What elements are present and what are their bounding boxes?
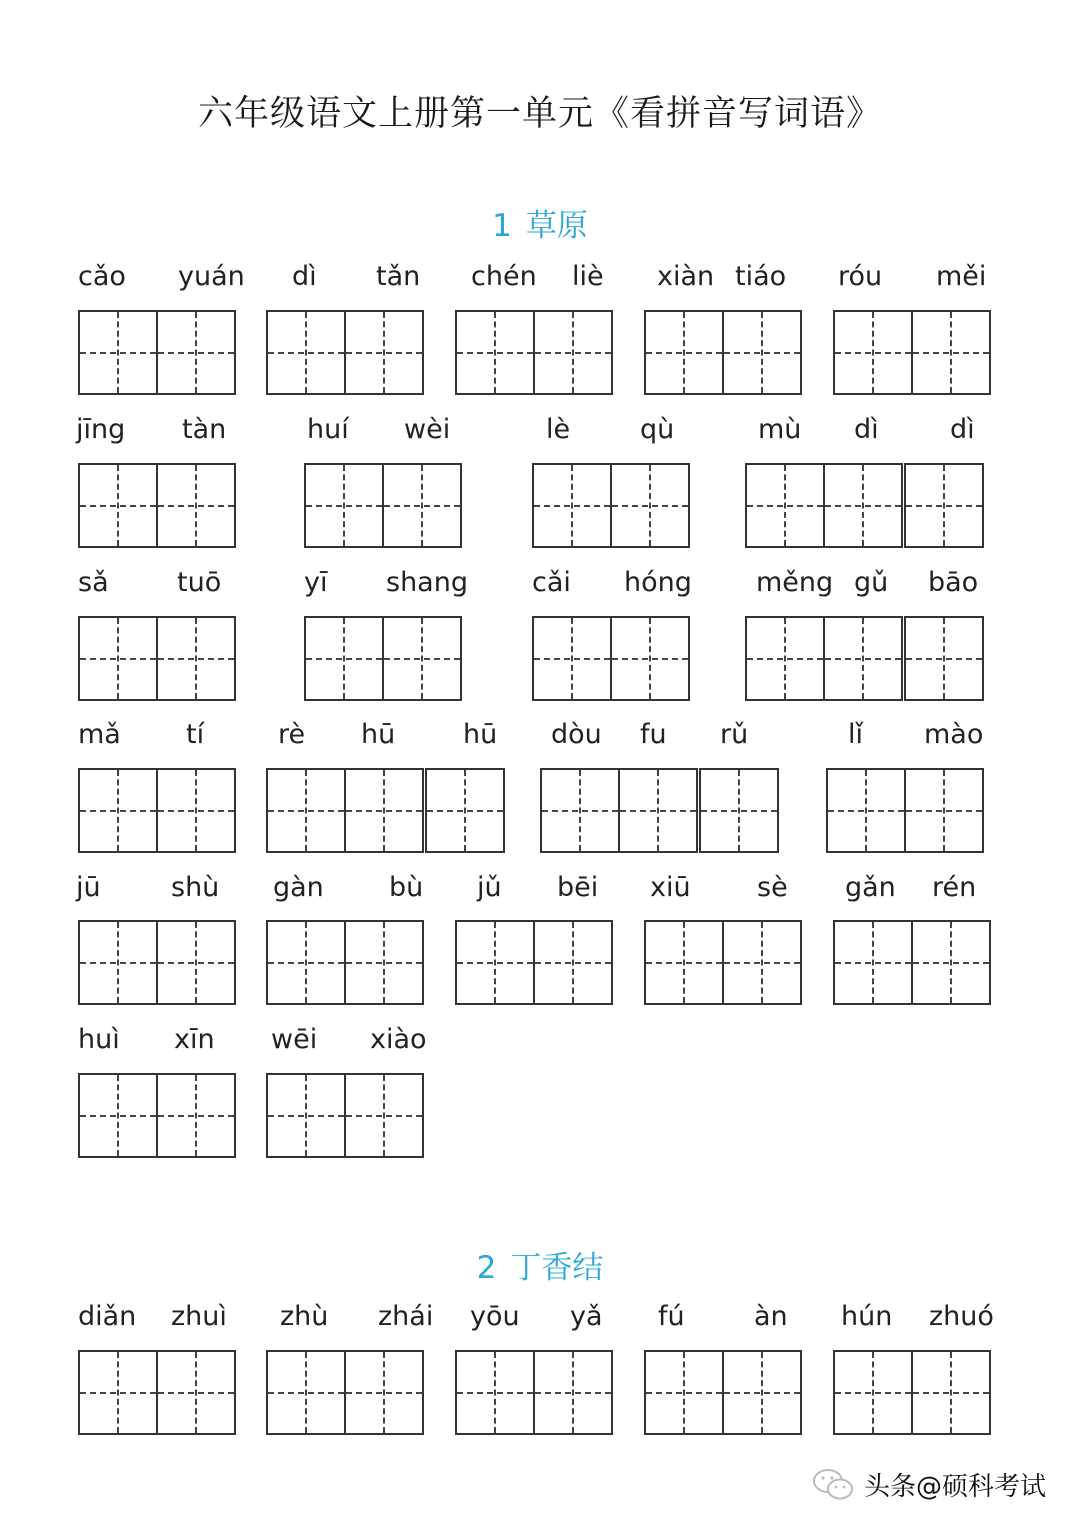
- pinyin: diǎn: [78, 1301, 137, 1332]
- pinyin: qù: [640, 414, 675, 445]
- pinyin: gàn: [273, 872, 324, 903]
- pinyin: jū: [76, 872, 101, 903]
- pinyin: bāo: [928, 567, 979, 598]
- tianzige-cell[interactable]: [911, 920, 991, 1005]
- tianzige-cell[interactable]: [344, 768, 424, 853]
- pinyin: hóng: [624, 567, 692, 598]
- pinyin: lǐ: [848, 719, 864, 750]
- writing-grid[interactable]: [644, 1350, 800, 1435]
- tianzige-cell[interactable]: [156, 920, 236, 1005]
- pinyin: lè: [546, 414, 571, 445]
- writing-grid[interactable]: [266, 1073, 422, 1158]
- writing-grid[interactable]: [644, 310, 800, 395]
- pinyin: cǎo: [78, 261, 126, 292]
- writing-grid[interactable]: [455, 310, 611, 395]
- pinyin: zhuó: [929, 1301, 994, 1332]
- tianzige-cell[interactable]: [699, 768, 779, 853]
- pinyin: zhù: [280, 1301, 329, 1332]
- tianzige-cell[interactable]: [745, 463, 825, 548]
- tianzige-cell[interactable]: [745, 616, 825, 701]
- tianzige-cell[interactable]: [344, 310, 424, 395]
- tianzige-cell[interactable]: [610, 463, 690, 548]
- writing-grid[interactable]: [266, 310, 422, 395]
- writing-grid[interactable]: [532, 463, 688, 548]
- tianzige-cell[interactable]: [533, 310, 613, 395]
- tianzige-cell[interactable]: [823, 463, 903, 548]
- section-number: 1: [492, 208, 512, 244]
- pinyin: mào: [924, 719, 984, 750]
- pinyin: róu: [838, 261, 883, 292]
- tianzige-cell[interactable]: [823, 616, 903, 701]
- pinyin: tí: [186, 719, 205, 750]
- pinyin: xiào: [370, 1024, 427, 1055]
- writing-grid[interactable]: [78, 1073, 234, 1158]
- pinyin: jǔ: [477, 872, 502, 903]
- section-name: 丁香结: [510, 1250, 604, 1286]
- tianzige-cell[interactable]: [78, 1073, 158, 1158]
- tianzige-cell[interactable]: [78, 463, 158, 548]
- tianzige-cell[interactable]: [644, 310, 724, 395]
- pinyin: sè: [757, 872, 788, 903]
- tianzige-cell[interactable]: [266, 310, 346, 395]
- pinyin: rǔ: [720, 719, 749, 750]
- tianzige-cell[interactable]: [78, 1350, 158, 1435]
- pinyin: yuán: [178, 261, 245, 292]
- pinyin: měi: [936, 261, 987, 292]
- pinyin: xīn: [174, 1024, 215, 1055]
- writing-grid[interactable]: [78, 768, 234, 853]
- writing-grid[interactable]: [78, 1350, 234, 1435]
- writing-grid[interactable]: [644, 920, 800, 1005]
- pinyin: hū: [361, 719, 396, 750]
- pinyin: měng: [756, 567, 834, 598]
- tianzige-cell[interactable]: [618, 768, 698, 853]
- pinyin: tuō: [177, 567, 222, 598]
- writing-grid[interactable]: [266, 1350, 422, 1435]
- pinyin: hún: [841, 1301, 893, 1332]
- tianzige-cell[interactable]: [722, 1350, 802, 1435]
- tianzige-cell[interactable]: [156, 616, 236, 701]
- pinyin: xiàn: [657, 261, 715, 292]
- tianzige-cell[interactable]: [156, 1350, 236, 1435]
- pinyin: yǎ: [570, 1301, 603, 1332]
- pinyin: yī: [304, 567, 328, 598]
- pinyin: dì: [854, 414, 879, 445]
- tianzige-cell[interactable]: [644, 1350, 724, 1435]
- pinyin: cǎi: [532, 567, 571, 598]
- tianzige-cell[interactable]: [78, 616, 158, 701]
- pinyin: bēi: [557, 872, 599, 903]
- tianzige-cell[interactable]: [610, 616, 690, 701]
- pinyin: huì: [78, 1024, 120, 1055]
- pinyin: rén: [932, 872, 977, 903]
- tianzige-cell[interactable]: [533, 1350, 613, 1435]
- watermark: [812, 1466, 1046, 1503]
- tianzige-cell[interactable]: [156, 463, 236, 548]
- pinyin: zhái: [378, 1301, 434, 1332]
- tianzige-cell[interactable]: [833, 310, 913, 395]
- tianzige-cell[interactable]: [833, 1350, 913, 1435]
- pinyin: hū: [463, 719, 498, 750]
- tianzige-cell[interactable]: [455, 310, 535, 395]
- tianzige-cell[interactable]: [722, 310, 802, 395]
- writing-grid[interactable]: [266, 920, 422, 1005]
- tianzige-cell[interactable]: [382, 463, 462, 548]
- section-1-title: [0, 200, 1080, 245]
- pinyin: huí: [307, 414, 349, 445]
- tianzige-cell[interactable]: [833, 920, 913, 1005]
- tianzige-cell[interactable]: [532, 463, 612, 548]
- pinyin: jīng: [76, 414, 126, 445]
- tianzige-cell[interactable]: [425, 768, 505, 853]
- tianzige-cell[interactable]: [455, 1350, 535, 1435]
- pinyin: dì: [292, 261, 317, 292]
- tianzige-cell[interactable]: [826, 768, 906, 853]
- pinyin: zhuì: [171, 1301, 227, 1332]
- pinyin: bù: [389, 872, 424, 903]
- writing-grid[interactable]: [745, 463, 982, 548]
- section-name: 草原: [525, 208, 588, 244]
- tianzige-cell[interactable]: [304, 463, 384, 548]
- pinyin: wèi: [404, 414, 451, 445]
- tianzige-cell[interactable]: [911, 310, 991, 395]
- wechat-icon: [812, 1468, 856, 1502]
- section-2-title: [0, 1242, 1080, 1287]
- pinyin: dì: [950, 414, 975, 445]
- pinyin: tàn: [182, 414, 227, 445]
- writing-grid[interactable]: [78, 616, 234, 701]
- pinyin: fu: [640, 719, 667, 750]
- tianzige-cell[interactable]: [266, 1073, 346, 1158]
- pinyin: sǎ: [78, 567, 109, 598]
- pinyin: gǎn: [845, 872, 896, 903]
- writing-grid[interactable]: [304, 463, 460, 548]
- tianzige-cell[interactable]: [78, 920, 158, 1005]
- tianzige-cell[interactable]: [904, 463, 984, 548]
- section-number: 2: [476, 1250, 497, 1286]
- pinyin: chén: [471, 261, 537, 292]
- tianzige-cell[interactable]: [156, 1073, 236, 1158]
- tianzige-cell[interactable]: [156, 310, 236, 395]
- pinyin: wēi: [271, 1024, 318, 1055]
- writing-grid[interactable]: [455, 920, 611, 1005]
- tianzige-cell[interactable]: [344, 920, 424, 1005]
- tianzige-cell[interactable]: [266, 768, 346, 853]
- tianzige-cell[interactable]: [722, 920, 802, 1005]
- tianzige-cell[interactable]: [344, 1350, 424, 1435]
- writing-grid[interactable]: [266, 768, 503, 853]
- pinyin: dòu: [551, 719, 602, 750]
- pinyin: xiū: [650, 872, 691, 903]
- writing-grid[interactable]: [532, 616, 688, 701]
- writing-grid[interactable]: [833, 920, 989, 1005]
- writing-grid[interactable]: [455, 1350, 611, 1435]
- pinyin: mù: [758, 414, 802, 445]
- writing-grid[interactable]: [78, 920, 234, 1005]
- tianzige-cell[interactable]: [533, 920, 613, 1005]
- pinyin: shang: [386, 567, 468, 598]
- pinyin: tǎn: [376, 261, 421, 292]
- pinyin: rè: [278, 719, 306, 750]
- tianzige-cell[interactable]: [911, 1350, 991, 1435]
- writing-grid[interactable]: [833, 1350, 989, 1435]
- watermark-text: 头条@硕科考试: [864, 1472, 1047, 1502]
- tianzige-cell[interactable]: [382, 616, 462, 701]
- writing-grid[interactable]: [78, 310, 234, 395]
- page-title: 六年级语文上册第一单元《看拼音写词语》: [197, 94, 882, 134]
- tianzige-cell[interactable]: [540, 768, 620, 853]
- tianzige-cell[interactable]: [532, 616, 612, 701]
- pinyin: yōu: [470, 1301, 520, 1332]
- pinyin: shù: [171, 872, 220, 903]
- tianzige-cell[interactable]: [156, 768, 236, 853]
- tianzige-cell[interactable]: [904, 768, 984, 853]
- writing-grid[interactable]: [540, 768, 777, 853]
- pinyin: gǔ: [854, 567, 889, 598]
- tianzige-cell[interactable]: [455, 920, 535, 1005]
- pinyin: liè: [572, 261, 604, 292]
- writing-grid[interactable]: [745, 616, 982, 701]
- tianzige-cell[interactable]: [78, 768, 158, 853]
- pinyin: tiáo: [735, 261, 787, 292]
- tianzige-cell[interactable]: [266, 1350, 346, 1435]
- tianzige-cell[interactable]: [344, 1073, 424, 1158]
- tianzige-cell[interactable]: [78, 310, 158, 395]
- pinyin: àn: [754, 1301, 788, 1332]
- tianzige-cell[interactable]: [904, 616, 984, 701]
- tianzige-cell[interactable]: [304, 616, 384, 701]
- pinyin: fú: [658, 1301, 685, 1332]
- tianzige-cell[interactable]: [266, 920, 346, 1005]
- tianzige-cell[interactable]: [644, 920, 724, 1005]
- writing-grid[interactable]: [304, 616, 460, 701]
- writing-grid[interactable]: [78, 463, 234, 548]
- writing-grid[interactable]: [826, 768, 982, 853]
- writing-grid[interactable]: [833, 310, 989, 395]
- pinyin: mǎ: [78, 719, 121, 750]
